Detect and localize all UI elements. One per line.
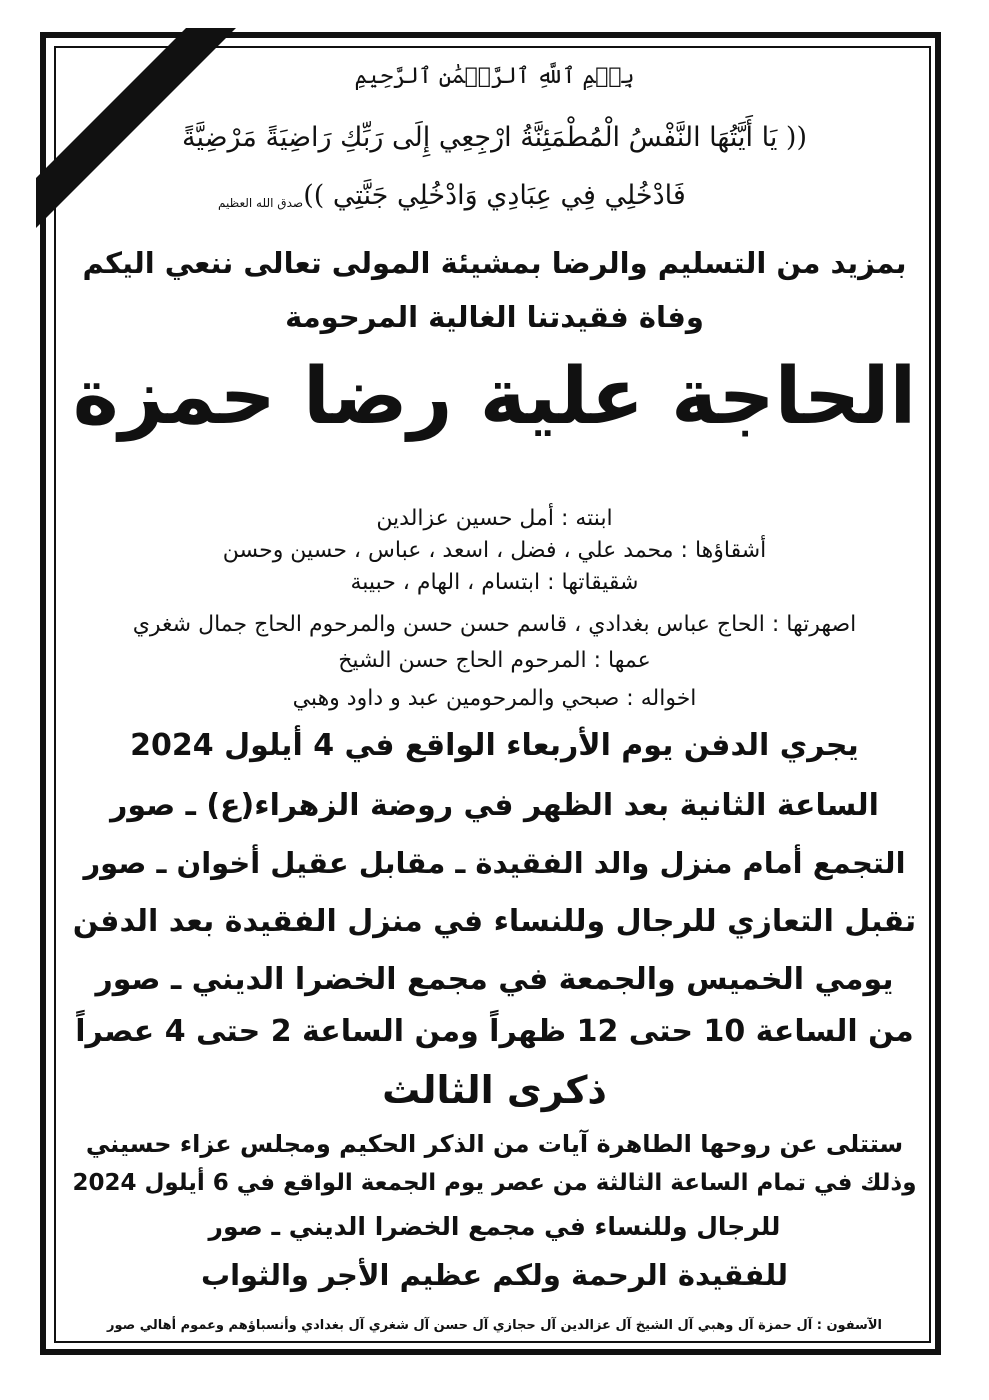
mourners-line: الآسفون : آل حمزة آل وهبي آل الشيخ آل عزالدين آل حجازي آل حسن آل شغري آل بغدادي وأنسباؤهم وعموم أهالي صور [107, 1318, 882, 1333]
intro-line-2: وفاة فقيدتنا الغالية المرحومة [285, 300, 704, 334]
sadaq-allah: صدق الله العظيم [218, 196, 304, 210]
memorial-line-2: وذلك في تمام الساعة الثالثة من عصر يوم الجمعة الواقع في 6 أيلول 2024 [72, 1170, 917, 1196]
closing-line: للفقيدة الرحمة ولكم عظيم الأجر والثواب [200, 1258, 789, 1292]
relatives-sisters: شقيقاتها : ابتسام ، الهام ، حبيبة [350, 570, 639, 595]
memorial-line-1: ستتلى عن روحها الطاهرة آيات من الذكر الحكيم ومجلس عزاء حسيني [85, 1130, 904, 1158]
funeral-line-2: الساعة الثانية بعد الظهر في روضة الزهراء(ع) ـ صور [110, 788, 879, 823]
basmala: بِسۡمِ ٱللَّهِ ٱلرَّحۡمَٰنِ ٱلرَّحِيمِ [354, 64, 635, 89]
third-day-title: ذكرى الثالث [382, 1068, 607, 1112]
funeral-line-3: التجمع أمام منزل والد الفقيدة ـ مقابل عقيل أخوان ـ صور [83, 846, 906, 880]
funeral-line-1: يجري الدفن يوم الأربعاء الواقع في 4 أيلول 2024 [130, 728, 859, 763]
relatives-maternal-uncles: اخواله : صبحي والمرحومين عبد و داود وهبي [292, 686, 697, 711]
funeral-line-6: من الساعة 10 حتى 12 ظهراً ومن الساعة 2 حتى 4 عصراً [75, 1014, 914, 1049]
relatives-brothers: أشقاؤها : محمد علي ، فضل ، اسعد ، عباس ، حسين وحسن [222, 538, 767, 563]
intro-line-1: بمزيد من التسليم والرضا بمشيئة المولى تعالى ننعي اليكم [82, 246, 907, 280]
quran-verse-line-1: (( يَا أَيَّتُهَا النَّفْسُ الْمُطْمَئِنَّةُ ارْجِعِي إِلَى رَبِّكِ رَاضِيَةً مَرْضِيَّةً [181, 122, 807, 153]
relatives-uncle: عمها : المرحوم الحاج حسن الشيخ [338, 648, 651, 673]
quran-verse-line-2: فَادْخُلِي فِي عِبَادِي وَادْخُلِي جَنَّتِي )) [303, 180, 686, 211]
deceased-name: الحاجة علية رضا حمزة [72, 352, 917, 442]
funeral-line-4: تقبل التعازي للرجال وللنساء في منزل الفقيدة بعد الدفن [72, 904, 917, 939]
memorial-line-3: للرجال وللنساء في مجمع الخضرا الديني ـ صور [208, 1212, 781, 1241]
funeral-line-5: يومي الخميس والجمعة في مجمع الخضرا الديني ـ صور [95, 962, 894, 997]
relatives-daughter: ابنته : أمل حسين عزالدين [376, 506, 613, 531]
relatives-in-laws: اصهرتها : الحاج عباس بغدادي ، قاسم حسن حسن والمرحوم الحاج جمال شغري [132, 612, 857, 637]
